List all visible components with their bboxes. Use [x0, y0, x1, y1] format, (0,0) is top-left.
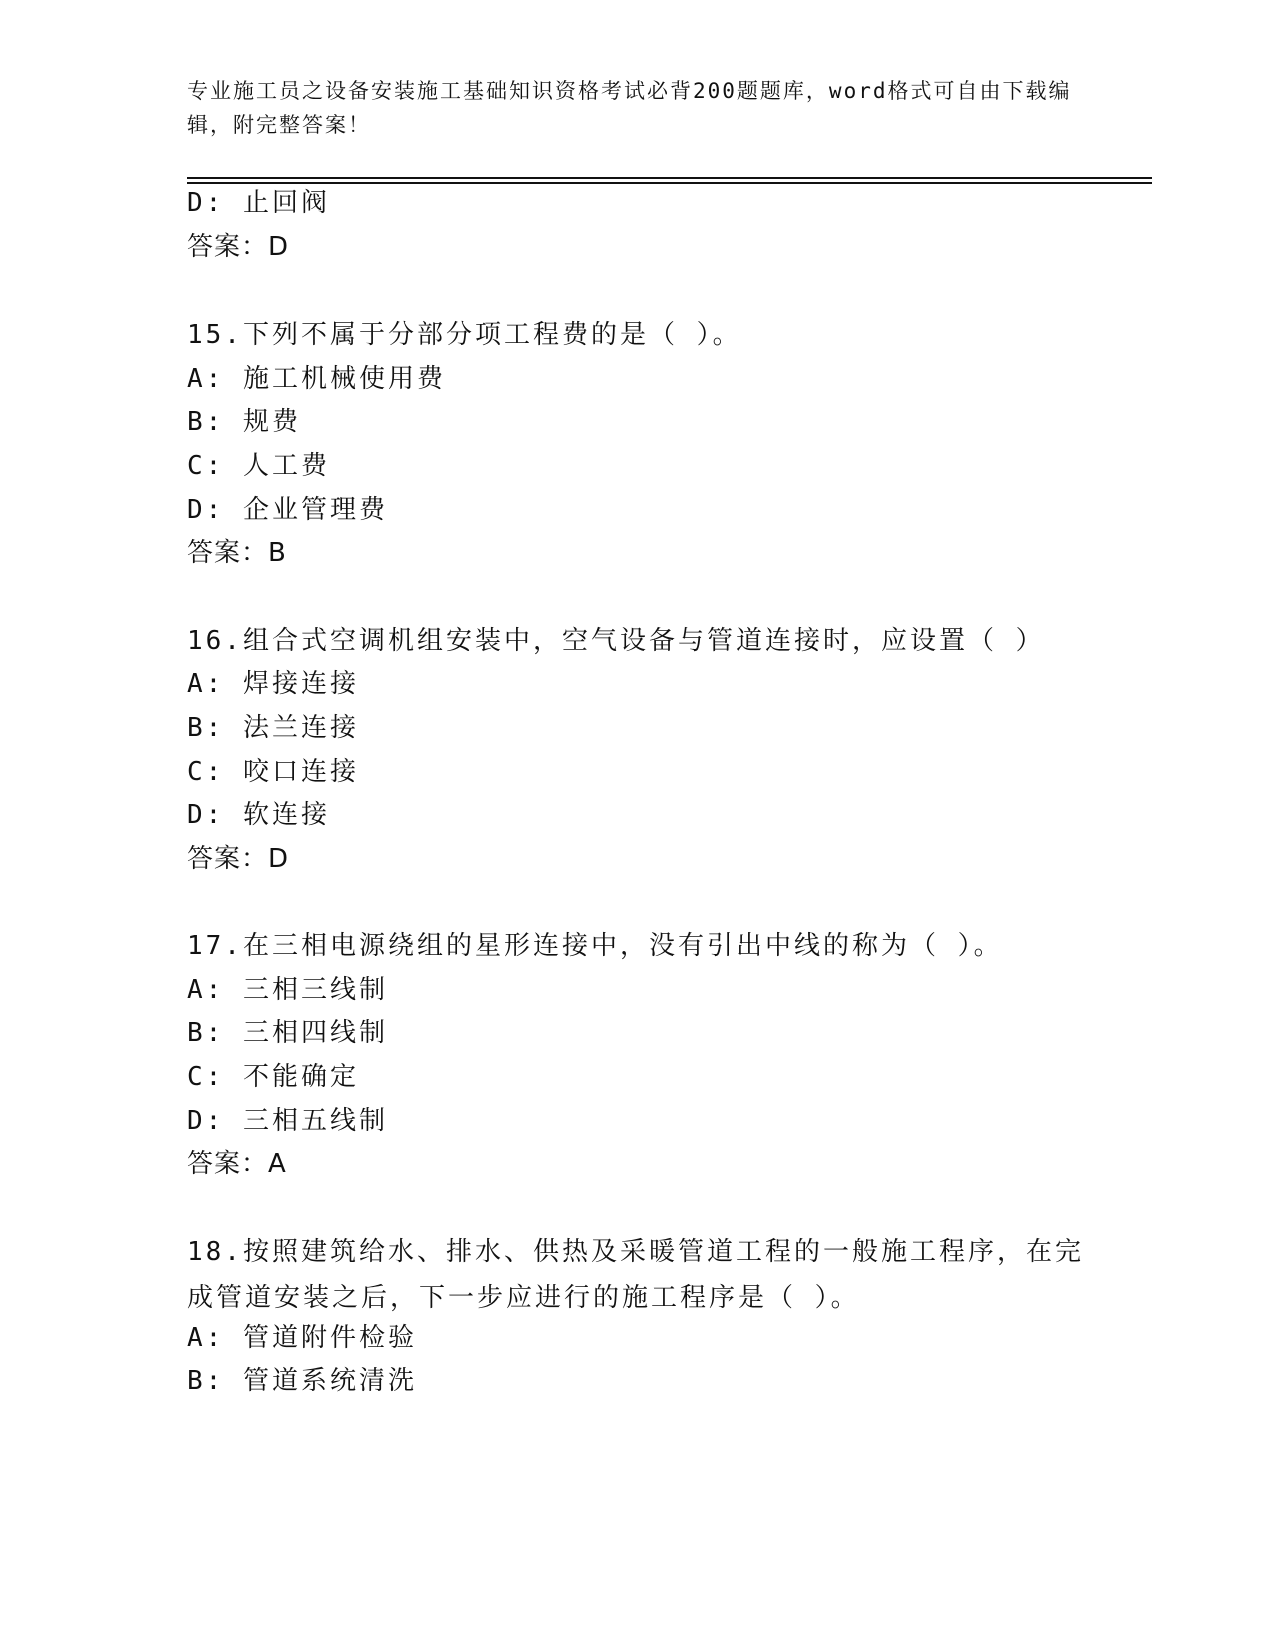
q17-option-a: A: 三相三线制: [187, 975, 388, 1005]
q17-option-d: D: 三相五线制: [187, 1106, 388, 1136]
q18-option-a: A: 管道附件检验: [187, 1323, 417, 1353]
q15-option-d: D: 企业管理费: [187, 495, 388, 525]
q16-question: 16.组合式空调机组安装中，空气设备与管道连接时，应设置（ ）: [187, 626, 1045, 656]
q14-answer: 答案：D: [187, 232, 290, 262]
q15-option-a: A: 施工机械使用费: [187, 364, 446, 394]
q15-option-b: B: 规费: [187, 407, 301, 437]
q16-option-d: D: 软连接: [187, 800, 330, 830]
document-header: 专业施工员之设备安装施工基础知识资格考试必背200题题库，word格式可自由下载编辑，附完整答案！: [187, 79, 1072, 137]
q17-option-c: C: 不能确定: [187, 1062, 359, 1092]
q17-option-b: B: 三相四线制: [187, 1018, 388, 1048]
q18-option-b: B: 管道系统清洗: [187, 1366, 417, 1396]
q15-option-c: C: 人工费: [187, 451, 330, 481]
q16-option-c: C: 咬口连接: [187, 757, 359, 787]
q18-question: 18.按照建筑给水、排水、供热及采暖管道工程的一般施工程序，在完成管道安装之后，下一步应进行的施工程序是（ ）。: [187, 1237, 1084, 1313]
header-rule-top: [187, 177, 1152, 179]
q14-option-d: D: 止回阀: [187, 188, 330, 218]
q15-question: 15.下列不属于分部分项工程费的是（ ）。: [187, 320, 742, 350]
header-rule-bottom: [187, 182, 1152, 184]
q15-answer: 答案：B: [187, 538, 287, 568]
q17-question: 17.在三相电源绕组的星形连接中，没有引出中线的称为（ ）。: [187, 931, 1003, 961]
q16-option-a: A: 焊接连接: [187, 669, 359, 699]
q17-answer: 答案：A: [187, 1149, 287, 1179]
q16-answer: 答案：D: [187, 844, 290, 874]
q16-option-b: B: 法兰连接: [187, 713, 359, 743]
